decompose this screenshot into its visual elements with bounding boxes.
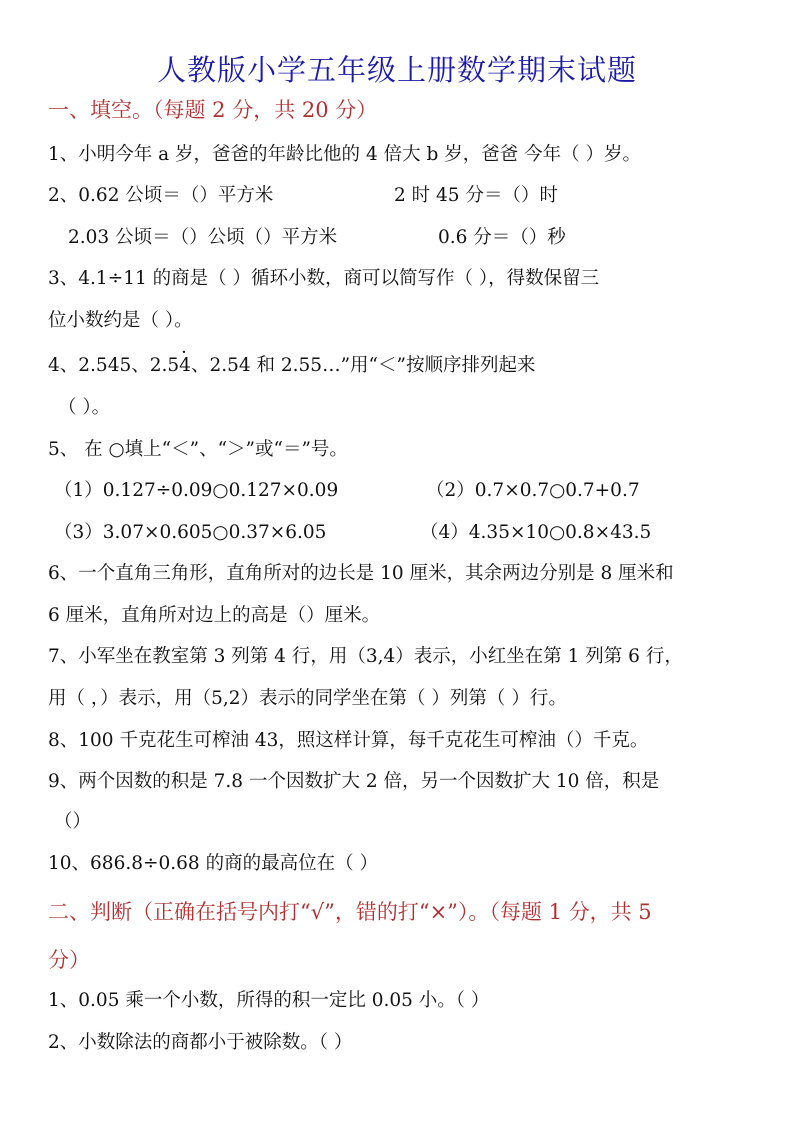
- question-4-answer: （ ）。: [58, 397, 111, 418]
- question-7b: 用（ ，）表示，用（5,2）表示的同学坐在第（ ）列第（ ）行。: [48, 688, 567, 709]
- section-1-heading: 一、填空。（每题 2 分，共 20 分）: [48, 98, 378, 122]
- page-title: 人教版小学五年级上册数学期末试题: [156, 53, 637, 87]
- question-8: 8、100 千克花生可榨油 43，照这样计算，每千克花生可榨油（）千克。: [48, 730, 649, 751]
- question-6b: 6 厘米，直角所对边上的高是（）厘米。: [48, 605, 381, 626]
- question-2c: 2.03 公顷＝（）公顷（）平方米: [68, 227, 338, 248]
- question-9b: （）: [54, 811, 92, 832]
- section-2-heading: 二、判断（正确在括号内打“√”，错的打“×”）。（每题 1 分，共 5: [48, 900, 652, 924]
- question-5-3: （3）3.07×0.605○0.37×6.05: [54, 522, 327, 543]
- question-2a: 2、0.62 公顷＝（）平方米: [48, 185, 274, 206]
- question-4-end: 、2.54 和 2.55…”用“＜”按顺序排列起来: [190, 355, 536, 376]
- judge-question-1: 1、0.05 乘一个小数，所得的积一定比 0.05 小。（ ）: [48, 990, 490, 1011]
- question-10: 10、686.8÷0.68 的商的最高位在（ ）: [48, 853, 378, 874]
- repeating-digit: · 4: [179, 355, 191, 376]
- question-3b: 位小数约是（ ）。: [48, 310, 193, 331]
- question-3a: 3、4.1÷11 的商是（ ）循环小数，商可以简写作（ ），得数保留三: [48, 268, 600, 289]
- question-5-1: （1）0.127÷0.09○0.127×0.09: [54, 480, 339, 501]
- question-1: 1、小明今年 a 岁，爸爸的年龄比他的 4 倍大 b 岁，爸爸 今年（ ）岁。: [48, 144, 641, 165]
- section-2-heading-cont: 分）: [48, 948, 90, 972]
- judge-question-2: 2、小数除法的商都小于被除数。（ ）: [48, 1032, 353, 1053]
- question-5-2: （2）0.7×0.7○0.7+0.7: [426, 480, 640, 501]
- question-4: [48, 354, 535, 378]
- question-9a: 9、两个因数的积是 7.8 一个因数扩大 2 倍，另一个因数扩大 10 倍，积是: [48, 771, 660, 792]
- question-2d: 0.6 分＝（）秒: [438, 227, 566, 248]
- question-2b: 2 时 45 分＝（）时: [394, 185, 558, 206]
- question-4-start: 4、2.545、2.5: [48, 355, 180, 376]
- question-6a: 6、一个直角三角形，直角所对的边长是 10 厘米，其余两边分别是 8 厘米和: [48, 563, 674, 584]
- question-7a: 7、小军坐在教室第 3 列第 4 行，用（3,4）表示，小红坐在第 1 列第 6 行，: [48, 646, 683, 667]
- question-5: 5、 在 ○填上“＜”、“＞”或“＝”号。: [48, 439, 348, 460]
- question-5-4: （4）4.35×10○0.8×43.5: [420, 522, 652, 543]
